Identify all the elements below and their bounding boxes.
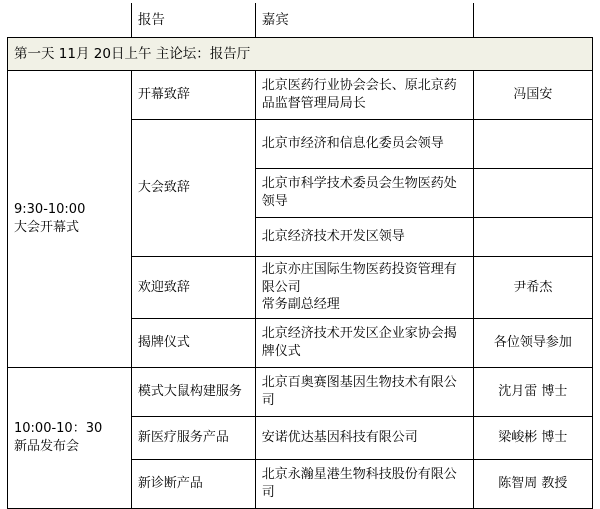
agenda-table <box>7 3 593 509</box>
desc-conference-address-2: 北京市科学技术委员会生物医药处领导 <box>255 169 473 218</box>
table-row <box>8 367 593 416</box>
guest-opening-remarks: 冯国安 <box>473 71 592 120</box>
guest-conference-address-3 <box>473 218 592 257</box>
guest-welcome-speech: 尹希杰 <box>473 257 592 319</box>
agenda-document <box>0 3 600 500</box>
topic-rat-model-service: 模式大鼠构建服务 <box>131 367 255 416</box>
desc-conference-address-3: 北京经济技术开发区领导 <box>255 218 473 257</box>
desc-unveiling-ceremony: 北京经济技术开发区企业家协会揭牌仪式 <box>255 318 473 367</box>
desc-conference-address-1: 北京市经济和信息化委员会领导 <box>255 120 473 169</box>
guest-rat-model-service: 沈月雷 博士 <box>473 367 592 416</box>
day-banner-row <box>8 38 593 71</box>
desc-welcome-speech <box>255 257 473 319</box>
guest-conference-address-1 <box>473 120 592 169</box>
session-time-2-line1: 10:00-10：30 <box>14 421 103 437</box>
desc-welcome-speech-line2: 常务副总经理 <box>261 297 340 313</box>
header-report: 报告 <box>131 3 255 38</box>
session-time-1-line1: 9:30-10:00 <box>14 202 86 218</box>
topic-welcome-speech: 欢迎致辞 <box>131 257 255 319</box>
topic-conference-address: 大会致辞 <box>131 120 255 257</box>
topic-new-diagnostic-product: 新诊断产品 <box>131 459 255 508</box>
session-time-2 <box>8 367 132 508</box>
day-banner: 第一天 11月 20日上午 主论坛：报告厅 <box>8 38 593 71</box>
header-empty-right <box>473 3 592 38</box>
desc-new-diagnostic-product: 北京永瀚星港生物科技股份有限公司 <box>255 459 473 508</box>
table-row <box>8 71 593 120</box>
guest-new-medical-service: 梁峻彬 博士 <box>473 416 592 459</box>
header-empty <box>8 3 132 38</box>
topic-opening-remarks: 开幕致辞 <box>131 71 255 120</box>
topic-unveiling-ceremony: 揭牌仪式 <box>131 318 255 367</box>
session-time-1 <box>8 71 132 368</box>
session-time-2-line2: 新品发布会 <box>14 438 80 454</box>
session-time-1-line2: 大会开幕式 <box>14 219 80 235</box>
header-guest: 嘉宾 <box>255 3 473 38</box>
desc-rat-model-service: 北京百奥赛图基因生物技术有限公司 <box>255 367 473 416</box>
guest-conference-address-2 <box>473 169 592 218</box>
desc-new-medical-service: 安诺优达基因科技有限公司 <box>255 416 473 459</box>
table-header-row <box>8 3 593 38</box>
desc-opening-remarks: 北京医药行业协会会长、原北京药品监督管理局局长 <box>255 71 473 120</box>
guest-new-diagnostic-product: 陈智周 教授 <box>473 459 592 508</box>
topic-new-medical-service: 新医疗服务产品 <box>131 416 255 459</box>
desc-welcome-speech-line1: 北京亦庄国际生物医药投资管理有限公司 <box>261 262 457 295</box>
guest-unveiling-ceremony: 各位领导参加 <box>473 318 592 367</box>
